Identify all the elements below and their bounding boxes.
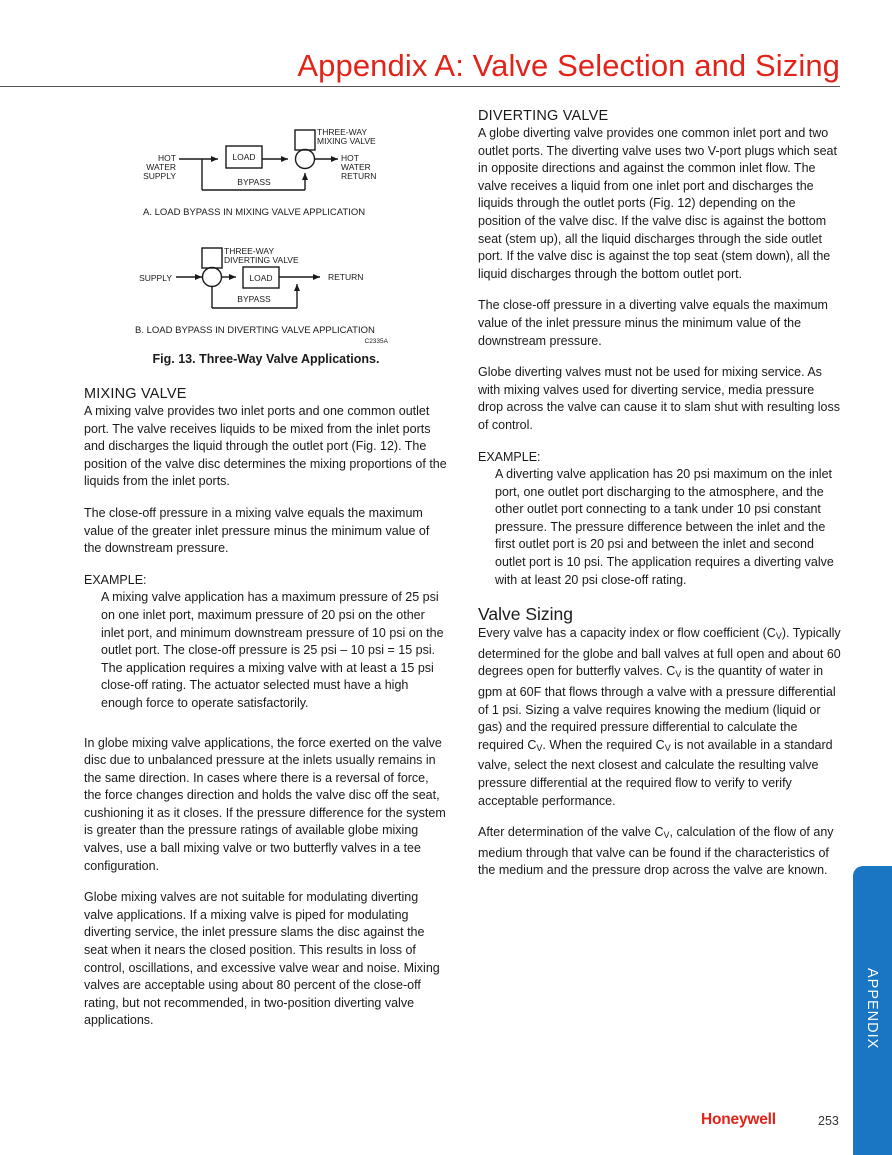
mixing-paragraph-3: In globe mixing valve applications, the force exerted on the valve disc due to unbalanced pressure at the inlets usually remains in the same direction. In cases where there is a reversal of force, the force changes direction and holds the valve disc off the seat, cushioning it as it closes. If the pressure difference for the system is greater than the pressure ratings of available globe mixing valves, use a ball mixing valve or two butterfly valves in a tee configuration. [84, 735, 446, 873]
right-column [478, 108, 842, 894]
hot-water-supply-label-3: SUPPLY [143, 171, 176, 181]
appendix-tab-label: APPENDIX [864, 968, 880, 1050]
page-title: Appendix A: Valve Selection and Sizing [297, 48, 840, 83]
mixing-paragraph-1: A mixing valve provides two inlet ports and one common outlet port. The valve receives liquids to be mixed from the inlet ports and discharges the liquid through the outlet port (Fig. 12). The position of the valve disc determines the mixing proportions of the liquids from the inlet ports. [84, 404, 447, 489]
title-divider [0, 86, 840, 87]
hot-water-return-label-2: WATER [341, 162, 371, 172]
mixing-valve-label-1: THREE-WAY [317, 127, 368, 137]
diverting-valve-heading: DIVERTING VALVE [478, 108, 609, 124]
diverting-paragraph-2: The close-off pressure in a diverting valve equals the maximum value of the inlet pressure minus the minimum value of the downstream pressure. [478, 298, 828, 348]
load-label-b: LOAD [249, 273, 273, 283]
figure-code: C2335A [364, 338, 388, 345]
mixing-valve-section [84, 386, 448, 1030]
mixing-example-text: A mixing valve application has a maximum pressure of 25 psi on one inlet port, maximum pressure of 20 psi on the other inlet port, and minimum downstream pressure of 10 psi on the outlet port. The close-off pressure is 25 psi – 10 psi = 15 psi. The application requires a mixing valve with at least a 15 psi close-off rating. The actuator selected must have a high enough force to operate satisfactorily. [101, 590, 444, 710]
bypass-label-b: BYPASS [237, 294, 271, 304]
diagram-b-caption: B. LOAD BYPASS IN DIVERTING VALVE APPLICATION [135, 325, 375, 336]
figure-caption: Fig. 13. Three-Way Valve Applications. [152, 352, 380, 366]
mixing-valve-actuator [295, 130, 315, 150]
valve-diagrams [84, 100, 448, 350]
hot-water-supply-label-2: WATER [146, 162, 176, 172]
honeywell-logo: Honeywell [701, 1111, 776, 1128]
mixing-valve-label-2: MIXING VALVE [317, 136, 376, 146]
diverting-valve-actuator [202, 248, 222, 268]
supply-label: SUPPLY [139, 273, 172, 283]
mixing-example-label: EXAMPLE: [84, 572, 147, 587]
hot-water-return-label-1: HOT [341, 153, 359, 163]
valve-sizing-section [478, 603, 842, 880]
hot-water-return-label-3: RETURN [341, 171, 377, 181]
left-column [84, 100, 448, 1044]
diverting-valve-label-2: DIVERTING VALVE [224, 255, 299, 265]
valve-sizing-heading: Valve Sizing [478, 604, 574, 625]
diverting-example-text: A diverting valve application has 20 psi maximum on the inlet port, one outlet port discharging to the atmosphere, and the other outlet port connecting to a tank under 10 psi constant pressure. The pressure difference between the inlet and the first outlet port is 20 psi and between the inlet and second outlet port is 10 psi. The application requires a diverting valve with at least 20 psi close-off rating. [495, 467, 834, 587]
diverting-valve-section [478, 108, 842, 589]
diverting-valve-label-1: THREE-WAY [224, 246, 275, 256]
bypass-label-a: BYPASS [237, 177, 271, 187]
figure-13 [84, 100, 448, 372]
diagram-a-caption: A. LOAD BYPASS IN MIXING VALVE APPLICATION [143, 207, 366, 218]
diverting-valve-symbol [203, 268, 222, 287]
mixing-valve-heading: MIXING VALVE [84, 386, 187, 402]
return-label: RETURN [328, 272, 364, 282]
diverting-paragraph-3: Globe diverting valves must not be used for mixing service. As with mixing valves used for diverting service, media pressure drop across the valve can cause it to slam shut with resulting loss of control. [478, 365, 840, 432]
mixing-valve-symbol [296, 150, 315, 169]
diverting-example-label: EXAMPLE: [478, 449, 541, 464]
page-number: 253 [818, 1114, 839, 1128]
load-label-a: LOAD [232, 152, 256, 162]
sizing-paragraph-1: Every valve has a capacity index or flow coefficient $(C_V)$. Typically determined for the globe and ball valves at full open and about 60 degrees open for butterfly valves. $C_V$ is the quantity of water in gpm at 60F that flows through a valve with a pressure differential of 1 psi. Sizing a valve requires knowing the medium (liquid or gas) and the required pressure differential to calculate the required $C_V$. When the required $C_V$ is not available in a standard valve, select the next closest and calculate the resulting valve pressure differential at the required flow to verify to verify acceptable performance. [478, 626, 841, 808]
sizing-paragraph-2: After determination of the valve $C_V$, calculation of the flow of any medium through that valve can be found if the characteristics of the medium and the pressure drop across the valve are known. [478, 825, 834, 878]
diverting-paragraph-1: A globe diverting valve provides one common inlet port and two outlet ports. The diverting valve uses two V-port plugs which seat in opposite directions and against the common inlet flow. The valve receives a liquid from one inlet port and discharges the liquids through the outlet ports (Fig. 12) depending on the position of the valve disc. If the valve disc is against the bottom seat (stem up), all the liquid discharges through the side outlet port. If the valve disc is against the top seat (stem down), all the liquid discharges through the bottom outlet port. [478, 126, 837, 281]
mixing-paragraph-2: The close-off pressure in a mixing valve equals the maximum value of the greater inlet pressure minus the minimum value of the downstream pressure. [84, 505, 430, 556]
mixing-paragraph-4: Globe mixing valves are not suitable for modulating diverting valve applications. If a mixing valve is piped for modulating diverting service, the inlet pressure slams the disc against the seat when it nears the closed position. This results in loss of control, oscillations, and excessive valve wear and noise. Mixing valves are acceptable using about 80 percent of the close-off rating, but not recommended, in two-position diverting valve applications. [84, 890, 440, 1028]
hot-water-supply-label-1: HOT [158, 153, 176, 163]
